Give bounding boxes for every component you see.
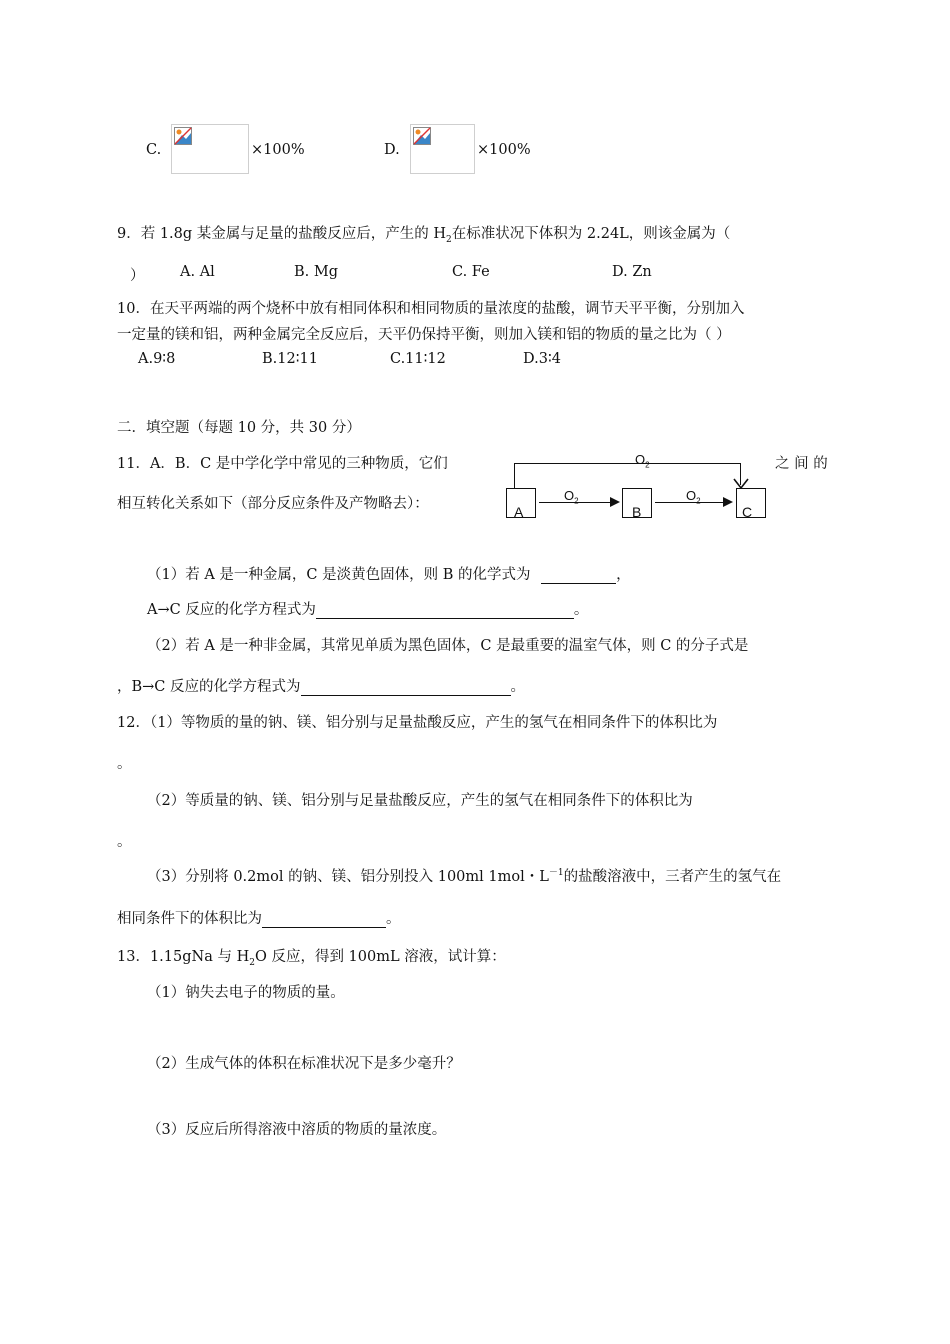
q12-p3-blank[interactable] xyxy=(262,911,386,928)
option-d-image-placeholder xyxy=(410,124,475,174)
question-9-stem xyxy=(117,222,730,245)
q11-p2-blank[interactable] xyxy=(301,679,511,696)
q12-part3-line1 xyxy=(147,865,781,886)
q13-part1: （1）钠失去电子的物质的量。 xyxy=(147,985,345,1001)
arrow-b-to-c-head-icon xyxy=(723,497,733,507)
q12-part1: 12．（1）等物质的量的钠、镁、铝分别与足量盐酸反应，产生的氢气在相同条件下的体积比为 xyxy=(117,715,718,731)
q9-option-a: A. Al xyxy=(180,264,215,280)
q13-text-b: O 反应，得到 100mL 溶液，试计算： xyxy=(254,949,506,965)
q12-p3-text-a: （3）分别将 0.2mol 的钠、镁、铝分别投入 100ml 1mol・L xyxy=(147,869,549,885)
q12-part1-end: 。 xyxy=(117,756,132,772)
q13-sub: 2 xyxy=(249,957,255,968)
q12-p3-line2-end: 。 xyxy=(386,911,401,927)
q10-line1: 10．在天平两端的两个烧杯中放有相同体积和相同物质的量浓度的盐酸，调节天平平衡，分别加入 xyxy=(117,301,745,317)
q11-part2-line2 xyxy=(117,675,525,696)
arrow-a-to-b-head-icon xyxy=(610,497,620,507)
q10-option-d: D.3∶4 xyxy=(523,351,561,367)
q11-part1-line2 xyxy=(147,598,588,619)
q11-part1-line1 xyxy=(147,563,631,584)
q10-line2: 一定量的镁和铝，两种金属完全反应后，天平仍保持平衡，则加入镁和铝的物质的量之比为（ ） xyxy=(117,327,731,343)
q9-text-b: 在标准状况下体积为 2.24L，则该金属为（ xyxy=(451,226,731,242)
q12-p3-sup: －1 xyxy=(548,868,564,879)
top-loop-line xyxy=(514,463,741,464)
q12-p3-text-b: 的盐酸溶液中，三者产生的氢气在 xyxy=(563,869,782,885)
q13-part3: （3）反应后所得溶液中溶质的物质的量浓度。 xyxy=(147,1122,447,1138)
q11-p2-line2-text: ，B→C 反应的化学方程式为 xyxy=(117,679,301,695)
q9-paren: ） xyxy=(130,268,145,284)
box-c-label: C xyxy=(742,504,753,520)
q11-p2-line2-end: 。 xyxy=(510,679,526,695)
option-c-suffix: ×100% xyxy=(251,142,305,158)
section-2-title: 二．填空题（每题 10 分，共 30 分） xyxy=(117,420,361,436)
q9-option-c: C. Fe xyxy=(452,264,490,280)
conversion-diagram xyxy=(500,452,770,522)
option-d-suffix: ×100% xyxy=(477,142,531,158)
q11-line2: 相互转化关系如下（部分反应条件及产物略去）： xyxy=(117,496,429,512)
q10-option-a: A.9∶8 xyxy=(138,351,176,367)
arrow-b-to-c-o2-label: $O_2$ xyxy=(686,488,701,506)
arrow-a-to-b-o2-label: $O_2$ xyxy=(564,488,579,506)
top-loop-o2-label: $O_2$ xyxy=(635,452,650,470)
q9-sub: 2 xyxy=(446,234,452,245)
q9-text-a: 9．若 1.8g 某金属与足量的盐酸反应后，产生的 H xyxy=(117,226,447,242)
q11-p1-line2-end: 。 xyxy=(573,602,589,618)
box-a-label: A xyxy=(514,504,524,520)
q13-stem xyxy=(117,945,506,968)
q12-part2: （2）等质量的钠、镁、铝分别与足量盐酸反应，产生的氢气在相同条件下的体积比为 xyxy=(147,793,693,809)
q12-part2-end: 。 xyxy=(117,834,132,850)
q12-part3-line2 xyxy=(117,907,401,928)
option-c-image-placeholder xyxy=(171,124,249,174)
q11-p1-end: ， xyxy=(616,567,631,583)
broken-image-icon xyxy=(413,127,431,145)
option-d-label: D. xyxy=(384,142,400,158)
box-b-label: B xyxy=(632,504,642,520)
option-c-label: C. xyxy=(146,142,162,158)
q10-option-b: B.12∶11 xyxy=(262,351,318,367)
q9-option-d: D. Zn xyxy=(612,264,652,280)
q11-p1-blank-2[interactable] xyxy=(316,602,574,619)
q13-text-a: 13．1.15gNa 与 H xyxy=(117,949,250,965)
q13-part2: （2）生成气体的体积在标准状况下是多少毫升？ xyxy=(147,1056,461,1072)
q11-p1-line2-text: A→C 反应的化学方程式为 xyxy=(147,602,316,618)
q9-option-b: B. Mg xyxy=(294,264,339,280)
q12-p3-line2-text: 相同条件下的体积比为 xyxy=(117,911,262,927)
q10-option-c: C.11∶12 xyxy=(390,351,446,367)
q11-p1-text: （1）若 A 是一种金属，C 是淡黄色固体，则 B 的化学式为 xyxy=(147,567,531,583)
q11-line1-right: 之 间 的 xyxy=(775,456,828,472)
top-loop-line-left xyxy=(514,463,515,488)
q11-line1-left: 11．A．B．C 是中学化学中常见的三种物质，它们 xyxy=(117,456,448,472)
q11-p1-blank-1[interactable] xyxy=(541,567,616,584)
broken-image-icon xyxy=(174,127,192,145)
q11-part2-line1: （2）若 A 是一种非金属，其常见单质为黑色固体，C 是最重要的温室气体，则 C 的分子式是 xyxy=(147,638,749,654)
